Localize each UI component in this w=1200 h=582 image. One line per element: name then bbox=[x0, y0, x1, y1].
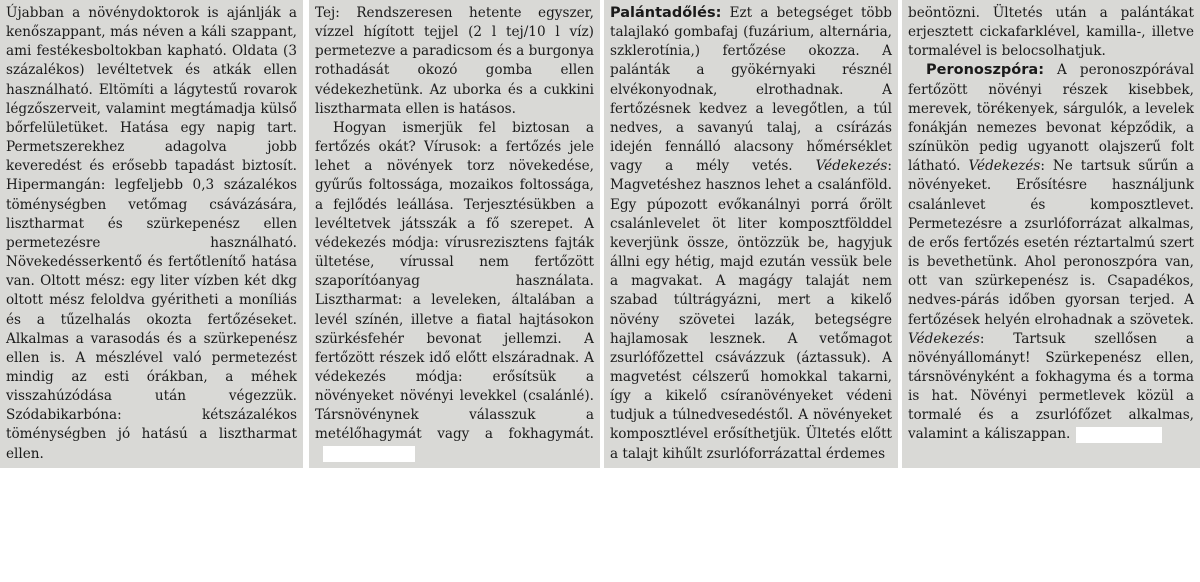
section-heading-peronoszpora: Peronoszpóra: bbox=[926, 62, 1045, 79]
column-4-paragraph-1: beöntözni. Ültetés után a palántákat erjesztett cickafarklével, kamilla-, illetve tormalével is belocsolhatjuk. bbox=[908, 5, 1194, 60]
column-1-text: Újabban a növénydoktorok is ajánlják a kenőszappant, más néven a káli szappant, ami festékesboltokban kapható. Oldata (3 százalékos) levéltetvek és atkák ellen használható. Eltömíti a lágytestű rovarok légzőszerveit, valamint megtámadja külső bőrfelületüket. Hatása egy napig tart. Permetszerekhez adagolva jobb keveredést és erősebb tapadást biztosít. Hipermangán: legfeljebb 0,3 százalékos töménységben vetőmag csávázására, lisztharmat és szürkepenész ellen permetezésre használható. Növekedésserkentő és fertőtlenítő hatása van. Oltott mész: egy liter vízben két dkg oltott mész feloldva gyéritheti a moníliás és a tűzelhalás okozta fertőzéseket. Alkalmas a varasodás és a szürkepenész ellen is. A mészlével való permetezést mindig az esti órákban, a méhek visszahúzódása után végezzük. Szódabikarbóna: kétszázalékos töménységben jó hatású a lisztharmat ellen. bbox=[6, 5, 297, 462]
column-4-text-b: A peronoszpórával fertőzött növényi részek kisebbek, merevek, törékenyek, sárgulók, a levelek fonákján nemezes bevonat képződik, a színükön pedig ugyanott olajszerű folt látható. bbox=[908, 62, 1195, 175]
section-heading-palantadoles: Palántadőlés: bbox=[610, 5, 722, 21]
column-1 bbox=[0, 0, 303, 468]
column-2-paragraph-2 bbox=[315, 119, 594, 464]
column-4-text-d: : Tartsuk szellősen a növényállományt! Szürkepenész ellen, társnövényként a fokhagyma és a torma is hat. Növényi permetlevek közül a tormalé és a zsurlófőzet alkalmas, valamint a káliszappan. bbox=[908, 330, 1194, 443]
column-2-paragraph-1: Tej: Rendszeresen hetente egyszer, vízzel hígított tejjel (2 l tej/10 l víz) permetezve a paradicsom és a burgonya rothadását okozó gomba ellen védekezhetünk. Az uborka és a cukkini lisztharmata ellen is hatásos. bbox=[315, 5, 594, 117]
column-4-paragraph-2 bbox=[908, 61, 1194, 444]
column-4-text-c: : Ne tartsuk sűrűn a növényeket. Erősítésre használjunk csalánlevet és komposztlevet. Permetezésre a zsurlóforrázat alkalmas, de erős fertőzés esetén réztartalmú szert is bevethetünk. Ahol peronoszpóra van, ott van szürkepenész is. Csapadékos, nedves-párás időben gyorsan terjed. A fertőzések helyén elrohadnak a szövetek. bbox=[908, 158, 1194, 328]
column-3-text-b: : Magvetéshez hasznos lehet a csalánföld. Egy púpozott evőkanálnyi porrá őrölt csalánlevelet öt liter komposztfölddel keverjünk össze, öntözzük be, hagyjuk állni egy hétig, majd ezután vessük bele a magvakat. A magágy talaját nem szabad túltrágyázni, mert a kikelő növény szövetei lazák, betegségre hajlamosak lesznek. A vetőmagot zsurlófőzettel csávázzuk (áztassuk). A magvetést célszerű homokkal takarni, így a kikelő csíranövényeket védeni tudjuk a túlnedvesedéstől. A növényeket komposztlével erősíthetjük. Ültetés előtt a talajt kihűlt zsurlóforrázattal érdemes bbox=[610, 158, 892, 462]
column-3-text-a: Ezt a betegséget több talajlakó gombafaj (fuzárium, alternária, szklerotínia,) fertőzése okozza. A palánták a gyökérnyaki résznél elvékonyodnak, elrothadnak. A fertőzésnek kedvez a levegőtlen, a túl nedves, a savanyú talaj, a csírázás idején fennálló alacsony hőmérséklet vagy a mély vetés. bbox=[610, 5, 893, 175]
column-3 bbox=[604, 0, 898, 468]
column-4 bbox=[902, 0, 1200, 468]
column-2 bbox=[309, 0, 600, 468]
white-mask bbox=[1076, 427, 1162, 443]
vedekezes-label-2: Védekezés bbox=[908, 330, 980, 347]
column-3-paragraph bbox=[610, 4, 892, 464]
white-mask bbox=[323, 446, 415, 462]
vedekezes-label: Védekezés bbox=[815, 158, 888, 175]
vedekezes-label-1: Védekezés bbox=[968, 158, 1041, 175]
column-2-paragraph-2-text: Hogyan ismerjük fel biztosan a fertőzés okát? Vírusok: a fertőzés jele lehet a növények torz növekedése, gyűrűs foltossága, mozaikos foltossága, a fejlődés leállása. Terjesztésükben a levéltetvek játsszák a fő szerepet. A védekezés módja: vírusrezisztens fajták ültetése, vírussal nem fertőzött szaporítóanyag használata. Lisztharmat: a leveleken, általában a levél színén, illetve a fiatal hajtásokon szürkésfehér bevonat jellemzi. A fertőzött részek idő előtt elszáradnak. A védekezés módja: erősítsük a növényeket növényi levekkel (csalánlé). Társnövénynek válasszuk a metélőhagymát vagy a fokhagymát. bbox=[315, 119, 594, 443]
